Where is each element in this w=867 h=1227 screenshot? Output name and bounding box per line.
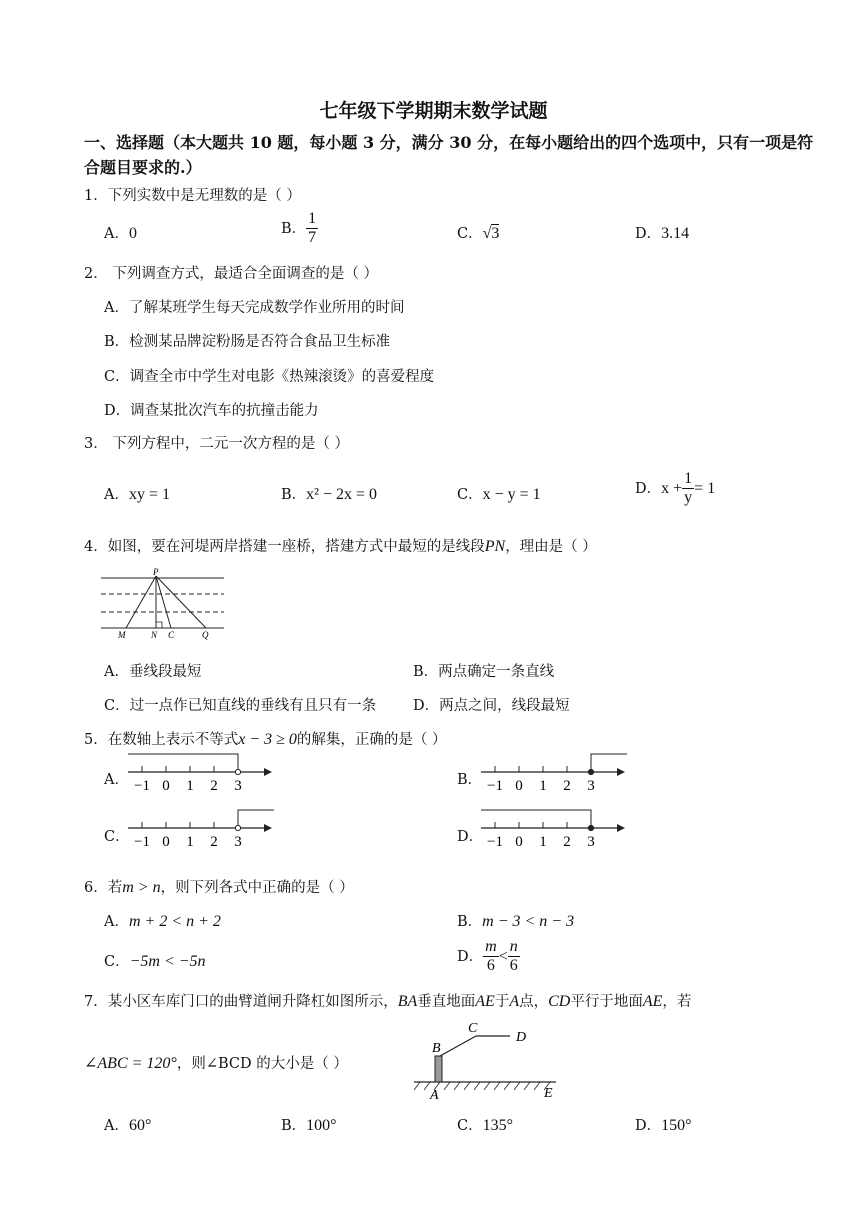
option-label: D． [635,480,662,497]
numerator: m [483,938,499,957]
tick-label: 0 [515,834,523,850]
q6-option-a[interactable] [104,910,221,931]
stem-text: 7．某小区车库门口的曲臂道闸升降杠如图所示， [84,994,398,1010]
q7-option-d[interactable] [635,1114,692,1135]
option-label: C． [457,1118,483,1134]
stem-math: ∠ABC = 120° [84,1055,177,1072]
tick-label: 1 [186,778,194,794]
q6-option-b[interactable] [457,910,574,931]
stem-var: A [509,993,520,1010]
endpoint-dot [235,825,240,830]
q4-stem [84,535,597,556]
option-text: 0 [128,225,137,242]
label-C: C [468,1021,478,1036]
stem-text: ，则∠BCD 的大小是（ ） [176,1056,348,1072]
river-bridge-figure [96,566,231,642]
tick-label: 3 [587,778,595,794]
tick-label: 2 [563,834,571,850]
arrow-icon [264,768,272,776]
q7-option-c[interactable] [457,1114,513,1135]
section-heading: 一、选择题（本大题共 10 题，每小题 3 分，满分 30 分，在每小题给出的四个选项中，只有一项是符合题目要求的.） [84,133,814,177]
stem-var: AE [475,993,495,1010]
q6-stem [84,876,354,897]
solution-ray [128,754,238,772]
sqrt-icon: √ [482,225,492,242]
stem-text: 5．在数轴上表示不等式 [84,732,239,748]
q4-option-c[interactable]: C．过一点作已知直线的垂线有且只有一条 [104,698,377,714]
endpoint-dot [588,825,593,830]
stem-math: m > n [122,879,161,896]
operator: < [498,947,508,965]
option-label: D． [457,948,484,965]
arrow-icon [264,824,272,832]
option-label: B． [281,220,307,237]
label-A: A [430,1088,439,1102]
q2-option-a[interactable]: A．了解某班学生每天完成数学作业所用的时间 [104,300,405,316]
label-E: E [544,1086,553,1101]
fraction [682,470,694,508]
q1-option-c[interactable] [457,222,499,243]
label-Q: Q [202,630,209,640]
option-text: x² − 2x = 0 [306,486,377,503]
q2-option-c[interactable]: C．调查全市中学生对电影《热辣滚烫》的喜爱程度 [104,369,435,385]
q6-option-d[interactable] [457,938,520,976]
stem-text: 垂直地面 [417,994,476,1010]
option-label: C． [457,226,483,242]
option-label: D． [635,1118,662,1134]
solution-ray [591,754,627,772]
denominator: y [684,489,693,507]
solution-ray [238,810,274,828]
stem-var: PN [484,538,506,555]
tick-label: −1 [487,778,503,794]
label-M: M [118,630,126,640]
q5-number-line-b[interactable] [477,752,637,798]
q5-option-b-label[interactable]: B． [457,772,483,788]
label-N: N [151,630,158,640]
denominator: 7 [308,229,317,247]
option-text: 135° [482,1117,514,1134]
fraction [483,938,499,976]
stem-var: CD [548,993,571,1010]
stem-var: BA [397,993,418,1010]
fraction [306,210,318,248]
q7-option-b[interactable] [281,1114,337,1135]
tick-label: 3 [587,834,595,850]
q5-option-c-label[interactable]: C． [104,829,130,845]
q2-stem: 2． 下列调查方式，最适合全面调查的是（ ） [84,266,378,282]
option-text: x + [661,479,683,497]
tick-label: 0 [162,778,170,794]
q5-number-line-d[interactable] [477,808,637,854]
option-label: B． [281,487,307,503]
option-text: −5m < −5n [129,953,206,970]
q3-option-d[interactable] [635,470,715,508]
q3-option-b[interactable] [281,483,377,504]
q6-option-c[interactable] [104,950,206,971]
label-D: D [516,1030,527,1045]
tick-label: 2 [210,834,218,850]
solution-ray [481,810,591,828]
q3-stem: 3． 下列方程中，二元一次方程的是（ ） [84,436,349,452]
arrow-icon [617,768,625,776]
numerator: 1 [682,470,694,489]
endpoint-dot [235,769,240,774]
option-text: 60° [128,1117,152,1134]
tick-label: 0 [515,778,523,794]
tick-label: −1 [134,834,150,850]
option-text: 3.14 [661,225,690,242]
option-text: 3 [491,225,500,242]
option-label: C． [457,487,483,503]
option-text: = 1 [694,479,716,497]
stem-text: 点， [519,994,549,1010]
stem-var: AE [642,993,663,1010]
denominator: 6 [509,957,518,975]
option-label: A． [104,914,129,930]
tick-label: 0 [162,834,170,850]
option-label: B． [281,1118,307,1134]
tick-label: −1 [487,834,503,850]
q2-option-b[interactable]: B．检测某品牌淀粉肠是否符合食品卫生标准 [104,334,391,350]
tick-label: 1 [539,778,547,794]
arrow-icon [617,824,625,832]
denominator: 6 [486,957,495,975]
q5-number-line-a[interactable] [124,752,284,798]
tick-label: 3 [234,834,242,850]
q1-option-b[interactable] [281,210,318,248]
q5-option-d-label[interactable]: D． [457,829,484,845]
q3-option-c[interactable] [457,483,541,504]
tick-label: 2 [210,778,218,794]
q2-option-d[interactable]: D．调查某批次汽车的抗撞击能力 [104,403,319,419]
option-label: A． [104,1118,129,1134]
stem-math: x − 3 ≥ 0 [238,731,297,748]
page-title: 七年级下学期期末数学试题 [319,100,548,122]
tick-label: 3 [234,778,242,794]
option-label: D． [635,226,662,242]
q3-option-a[interactable] [104,483,170,504]
q4-option-b[interactable]: B．两点确定一条直线 [413,664,555,680]
option-label: C． [104,954,130,970]
endpoint-dot [588,769,593,774]
q7-stem-line2 [84,1052,348,1073]
fraction [508,938,520,976]
q4-option-d[interactable]: D．两点之间，线段最短 [413,698,570,714]
label-B: B [432,1041,441,1056]
stem-text: 4．如图，要在河堤两岸搭建一座桥，搭建方式中最短的是线段 [84,539,485,555]
option-label: A． [104,487,129,503]
option-text: m − 3 < n − 3 [482,913,575,930]
tick-label: 2 [563,778,571,794]
option-text: x − y = 1 [482,486,541,503]
q1-option-a[interactable] [104,222,137,243]
numerator: 1 [306,210,318,229]
option-text: 100° [306,1117,337,1134]
q1-option-d[interactable] [635,222,689,243]
label-C: C [168,630,175,640]
q7-stem [84,990,691,1011]
q1-stem: 1．下列实数中是无理数的是（ ） [84,188,301,204]
stem-text: 于 [494,994,510,1010]
tick-label: −1 [134,778,150,794]
numerator: n [508,938,520,957]
option-label: B． [457,914,483,930]
label-P: P [153,567,159,577]
option-label: A． [104,226,129,242]
stem-text: ，则下列各式中正确的是（ ） [160,880,354,896]
stem-text: 6．若 [84,880,123,896]
tick-label: 1 [539,834,547,850]
option-text: m + 2 < n + 2 [128,913,221,930]
q5-stem [84,728,447,749]
option-text: 150° [661,1117,692,1134]
stem-text: ，理由是（ ） [505,539,597,555]
stem-text: ，若 [662,994,692,1010]
q4-option-a[interactable]: A．垂线段最短 [104,664,202,680]
stem-text: 的解集，正确的是（ ） [296,732,447,748]
barrier-gate-figure [410,1016,570,1102]
option-text: xy = 1 [128,486,171,503]
q7-option-a[interactable] [104,1114,151,1135]
tick-label: 1 [186,834,194,850]
q5-option-a-label[interactable]: A． [104,772,129,788]
stem-text: 平行于地面 [570,994,643,1010]
q5-number-line-c[interactable] [124,808,284,854]
